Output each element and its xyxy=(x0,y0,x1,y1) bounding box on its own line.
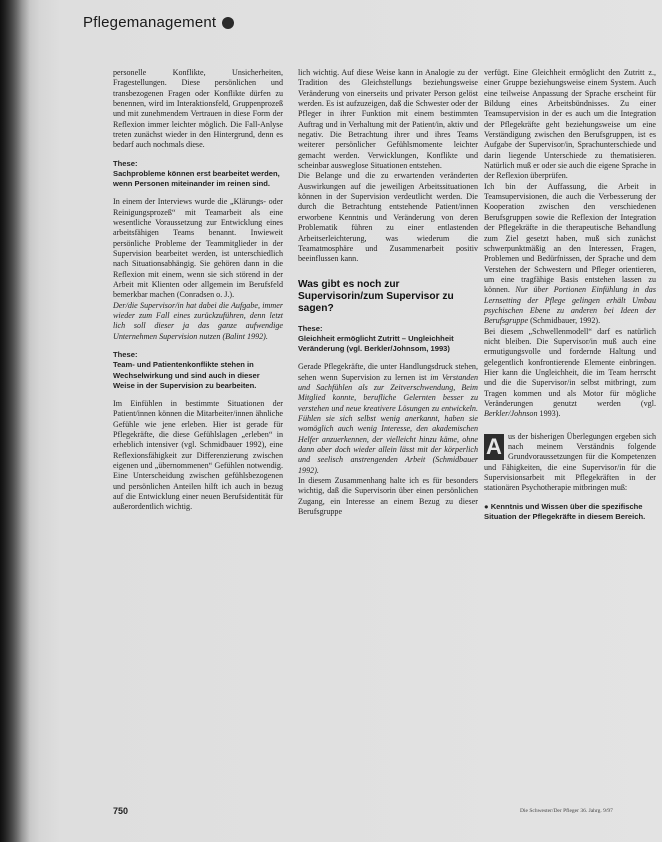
journal-footer: Die Schwester/Der Pfleger 36. Jahrg. 9/97 xyxy=(520,808,613,814)
dropcap-paragraph xyxy=(484,432,656,494)
section-title: Pflegemanagement xyxy=(83,14,217,31)
paragraph: In einem der Interviews wurde die „Klärungs- oder Reinigungsprozeß“ mit Teamarbeit als eine wesentliche Voraussetzung zur Entwicklung eines arbeitsfähigen Teams benannt. Inwieweit persönliche Probleme der Teammitglieder in der Supervision bearbeitet werden, ist unterschiedlich nach Situationsabhängig. Sie gehören dann in die Reflexion mit einem, wenn sie sich störend in der Arbeit mit Klienten oder allgemein im Berufsfeld bemerkbar machen (Conradsen o. J.). xyxy=(113,197,283,300)
paragraph-text: Bei diesem „Schwellenmodell“ darf es natürlich nicht bleiben. Die Supervisor/in muß auch eine ermutigungsvolle und fordernde Haltung und gelegentlich konfrontierende Elemente einbringen. Hier kann die Ungleichheit, die im Team herrscht und die die Supervisor/in selbst mitbringt, zum Tragen kommen und als Motor für mögliche Veränderungen genutzt werden (vgl. xyxy=(484,326,656,408)
paragraph: Die Belange und die zu erwartenden veränderten Auswirkungen auf die jeweiligen Arbeitssituationen können in der Supervision verdeutlicht werden. Die durch die Betrachtung entstehende Patient/innen erworbene Kenntnis und Veränderung von deren Problematik führen zu einer entlastenden Arbeitserleichterung, was wiederum die Teamatmosphäre und Zusammenarbeit positiv beeinflussen kann. xyxy=(298,171,478,264)
paragraph-text: Gerade Pflegekräfte, die unter Handlungsdruck stehen, sehen wenn Supervision zu lernen ist xyxy=(298,362,478,382)
thesis-text: Sachprobleme können erst bearbeitet werden, wenn Personen miteinander im reinen sind. xyxy=(113,168,280,189)
paragraph-text: 1993). xyxy=(537,409,561,419)
thesis-label: These: xyxy=(113,158,138,168)
paragraph xyxy=(298,362,478,476)
paragraph: verfügt. Eine Gleichheit ermöglicht den Zutritt z., einer Gruppe beziehungsweise einem System. Auch eine teilweise Anpassung der Sprache erscheint für Bildung eines Arbeitsbündnisses. Zu einer Teamsupervision in der es auch um die Integration der Pflegekräfte geht beziehungsweise um eine Verständigung zwischen den Berufsgruppen, ist es Aufgabe der Supervisor/in, Sprachunterschiede und darin liegende Unterschiede zu thematisieren. Natürlich muß er oder sie auch die eigene Sprache in der Reflexion überprüfen. xyxy=(484,68,656,181)
paragraph: lich wichtig. Auf diese Weise kann in Analogie zu der Tradition des Gleichstellungs beziehungsweise Veränderung von einerseits und privater Person gelöst werden. Es ist aufzuzeigen, daß die Schwester oder der Pfleger in ihrer Funktion mit einem bestimmten Auftrag und in Verhaltung mit der Patient/in, aktiv und negativ. Die Betrachtung ihrer und ihres Teams weiterer persönlicher Gefühlsmomente leichter gemacht werden. Verwicklungen, Konflikte und scheinbar ausweglose Situationen entstehen. xyxy=(298,68,478,171)
page-number: 750 xyxy=(113,806,129,816)
italic-text: Berkler/Johnson xyxy=(484,409,538,419)
thesis-label: These: xyxy=(113,350,138,360)
thesis-text: Gleichheit ermöglicht Zutritt – Ungleichheit Veränderung (vgl. Berkler/Johnsom, 1993) xyxy=(298,333,454,354)
paragraph xyxy=(484,327,656,420)
paragraph-text: us der bisherigen Überlegungen ergeben sich nach meinem Verständnis folgende Grundvoraussetzungen für die Kompetenzen und Fähigkeiten, die eine Supervisor/in für die Supervisionsarbeit mit Pflegekräften in der stationären Psychotherapie mitbringen muß: xyxy=(484,431,656,493)
paragraph: Der/die Supervisor/in hat dabei die Aufgabe, immer wieder zum Fall eines zurückzuführen, denn letzt lich soll dieser ja das ganze aufwendige Unternehmen Supervision nutzen (Balint 1992). xyxy=(113,300,283,341)
section-header xyxy=(83,14,234,31)
thesis-block xyxy=(298,324,478,355)
italic-text: Nur über Portionen Einfühlung in das Lernsetting der Pflege gelingen erhält Umbau psychischen Ebene zu anderen bei Ideen der Berufsgruppe xyxy=(484,285,656,326)
binding-shadow xyxy=(0,0,30,842)
italic-text: im Verstanden und Sachfühlen als zur Zeitverschwendung, Beim Mitglied konnte, berufliche Gelernten besser zu verstehen und neue kreativere Lösungen zu entwickeln. Fühlen sie sich selbst wenig anerkannt, haben sie womöglich auch wenig Interesse, den akademischen Helfer anzuerkennen, der vielleicht hinzu käme, ohne dann aber doch wieder allein lässt mit der körperlich und seelisch anstrengenden Arbeit (Schmidbauer 1992). xyxy=(298,372,478,475)
paragraph: personelle Konflikte, Unsicherheiten, Fragestellungen. Diese persönlichen und transbezogenen Fragen oder Konflikte dürfen zu benennen, wird im Interaktionsfeld, Gruppenprozeß und mit zunehmendem Vertrauen in diese Form der Reflexion immer leichter möglich. Die Fall-Anlyse treten zunächst wieder in den Hintergrund, denn es bedarf auch nochmals diese. xyxy=(113,68,283,150)
paragraph-text: Ich bin der Auffassung, die Arbeit in Teamsupervisionen, die auch die Verbesserung der Kooperation zwischen den verschiedenen Berufsgruppen sowie die Reflexion der Integration der Pflegekräfte in die therapeutische Behandlung zum Ziel gesetzt haben, muß sich zunächst schwerpunktmäßig an den Interessen, Fragen, Problemen und Bedürfnissen, der Sprache und dem Verstehen der Schwestern und Pfleger orientieren, um eine tragfähige Basis entstehen lassen zu können. xyxy=(484,181,656,295)
paragraph: Im Einfühlen in bestimmte Situationen der Patient/innen können die Mitarbeiter/innen ähnliche Gefühle wie jene erleben. Hier ist gerade für Pflegekräfte, die diese Gefühlslagen „erleben“ in erheblich intensiver (vgl. Schmidbauer 1992), eine Reflexionsfähigkeit zur Differenzierung zwischen eigenen und „übernommenen“ Gefühlen notwendig. Eine Unterscheidung zwischen gefühlsbezogenen und persönlichen Anteilen hilft ich auch in bezug auf die Entwicklung einer neuen Berufsidentität für außerordentlich wichtig. xyxy=(113,398,283,512)
text-column-2 xyxy=(298,68,478,518)
drop-cap: A xyxy=(484,434,504,460)
circle-bullet-icon xyxy=(222,17,234,29)
subheading: Was gibt es noch zur Supervisorin/zum Supervisor zu sagen? xyxy=(298,278,454,315)
text-column-3 xyxy=(484,68,656,522)
thesis-label: These: xyxy=(298,323,323,333)
thesis-block xyxy=(113,159,283,190)
bullet-item: ● Kenntnis und Wissen über die spezifische Situation der Pflegekräfte in diesem Bereich. xyxy=(484,501,646,521)
paragraph xyxy=(484,182,656,327)
thesis-text: Team- und Patientenkonflikte stehen in Wechselwirkung und sind auch in dieser Weise in der Supervision zu bearbeiten. xyxy=(113,360,260,390)
thesis-block xyxy=(113,350,283,391)
paragraph: In diesem Zusammenhang halte ich es für besonders wichtig, daß die Supervisorin über einen persönlichen Zugang, ein Interesse an einem Bezug zu dieser Berufsgruppe xyxy=(298,476,478,517)
paragraph-text: (Schmidbauer, 1992). xyxy=(528,316,601,326)
text-column-1 xyxy=(113,68,283,513)
